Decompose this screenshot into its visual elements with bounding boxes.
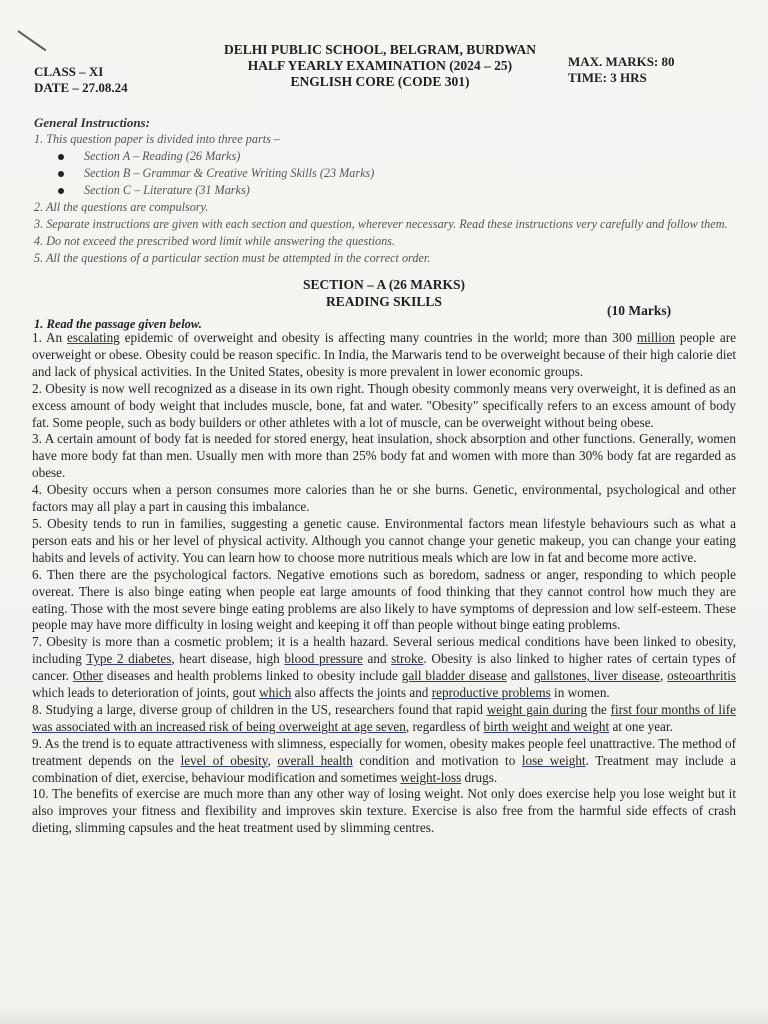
section-subtitle: READING SKILLS (326, 294, 442, 309)
time-allowed: TIME: 3 HRS (568, 70, 647, 85)
underlined-word: stroke (391, 651, 424, 667)
underlined-phrase: level of obesity (180, 752, 268, 768)
section-list (34, 148, 734, 199)
underlined-phrase: birth weight and weight (483, 718, 610, 734)
underlined-phrase: Type 2 diabetes (86, 651, 172, 667)
subject-name: ENGLISH CORE (CODE 301) (290, 74, 470, 89)
section-list-item: Section A – Reading (26 Marks) (84, 148, 734, 165)
instruction-3: 3. Separate instructions are given with each section and question, wherever necessary. Read these instructions very carefully and follow them. (34, 217, 728, 231)
passage-paragraph-8: 8. Studying a large, diverse group of children in the US, researchers found that rapid weight gain during the first four months of life was associated with an increased risk of being overweight at age seven, regardless of birth weight and weight at one year. (32, 701, 736, 734)
max-marks: MAX. MARKS: 80 (568, 54, 675, 69)
underlined-phrase: reproductive problems (431, 685, 551, 701)
underlined-phrase: overall health (277, 752, 353, 768)
passage-paragraph-1: 1. An escalating epidemic of overweight and obesity is affecting many countries in the world; more than 300 million people are overweight or obese. Obesity could be reason specific. In India, the Marwaris tend to be overweight because of their high calorie diet and lack of physical activities. In the United States, obesity is more prevalent in lower economic groups. (32, 330, 737, 379)
section-list-item: Section B – Grammar & Creative Writing Skills (23 Marks) (84, 165, 734, 182)
instruction-5: 5. All the questions of a particular section must be attempted in the correct order. (34, 251, 431, 265)
header-center-block (180, 42, 580, 90)
underlined-word: weight-loss (400, 769, 462, 785)
question-title: 1. Read the passage given below. (34, 317, 202, 331)
instruction-2: 2. All the questions are compulsory. (34, 200, 209, 214)
exam-header (0, 42, 768, 102)
underlined-phrase: first four months of life was associated with an increased risk of being overweight at age seven (32, 701, 736, 734)
section-title: SECTION – A (26 MARKS) (302, 277, 466, 292)
passage-paragraph-3: 3. A certain amount of body fat is needed for stored energy, heat insulation, shock absorption and other functions. Generally, women have more body fat than men. Usually men with more than 25% body fat and women with more than 30% body fat are regarded as obese. (32, 431, 736, 481)
passage-paragraph-4: 4. Obesity occurs when a person consumes more calories than he or she burns. Genetic, environmental, psychological and other factors may all play a part in causing this imbalance. (32, 482, 736, 515)
school-name: DELHI PUBLIC SCHOOL, BELGRAM, BURDWAN (223, 42, 537, 57)
header-left-block (34, 64, 128, 96)
header-right-block (568, 54, 675, 86)
underlined-phrase: weight gain during (486, 701, 588, 717)
passage-paragraph-5: 5. Obesity tends to run in families, suggesting a genetic cause. Environmental factors mean lifestyle behaviours such as what a person eats and his or her level of physical activity. Although you cannot change your genetic makeup, you can change your eating habits and levels of activity. You can learn how to choose more nutritious meals which are low in fat and become more active. (32, 515, 736, 565)
date-label: DATE – 27.08.24 (34, 80, 128, 95)
exam-name: HALF YEARLY EXAMINATION (2024 – 25) (247, 58, 513, 73)
underlined-phrase: gall bladder disease (401, 668, 507, 684)
underlined-phrase: lose weight (521, 752, 586, 768)
passage-paragraph-10: 10. The benefits of exercise are much more than any other way of losing weight. Not only does exercise help you lose weight but it also improves your fitness and flexibility and improves skin texture. Exercise is also free from the harmful side effects of crash dieting, slimming capsules and the heat treatment used by slimming centres. (32, 786, 736, 836)
underlined-word: million (636, 330, 676, 345)
passage-paragraph-2: 2. Obesity is now well recognized as a disease in its own right. Though obesity commonly means very overweight, it is defined as an excess amount of body weight that includes muscle, bone, fat and water. "Obesity" specifically refers to an excess amount of body fat. Some people, such as body builders or other athletes with a lot of muscle, can be overweight without being obese. (32, 380, 736, 430)
passage-paragraph-9: 9. As the trend is to equate attractiveness with slimness, especially for women, obesity makes people feel unattractive. The method of treatment depends on the level of obesity, overall health condition and motivation to lose weight. Treatment may include a combination of diet, exercise, behaviour modification and sometimes weight-loss drugs. (32, 735, 736, 785)
passage-paragraph-7: 7. Obesity is more than a cosmetic problem; it is a health hazard. Several serious medical conditions have been linked to obesity, including Type 2 diabetes, heart disease, high blood pressure and stroke. Obesity is also linked to higher rates of certain types of cancer. Other diseases and health problems linked to obesity include gall bladder disease and gallstones, liver disease, osteoarthritis which leads to deterioration of joints, gout which also affects the joints and reproductive problems in women. (32, 634, 736, 701)
underlined-word: osteoarthritis (667, 668, 736, 684)
instruction-4: 4. Do not exceed the prescribed word limit while answering the questions. (34, 234, 395, 248)
underlined-word: Other (72, 668, 103, 684)
underlined-word: which (259, 685, 292, 701)
reading-passage (32, 330, 736, 837)
instruction-1: 1. This question paper is divided into three parts – (34, 132, 280, 146)
class-label: CLASS – XI (34, 64, 104, 79)
section-list-item: Section C – Literature (31 Marks) (84, 182, 734, 199)
page-bottom-shade (0, 1006, 768, 1024)
underlined-phrase: blood pressure (284, 651, 363, 667)
instructions-title: General Instructions: (34, 115, 150, 130)
underlined-word: escalating (67, 330, 120, 345)
question-marks: (10 Marks) (607, 303, 672, 318)
passage-paragraph-6: 6. Then there are the psychological factors. Negative emotions such as boredom, sadness or anger, responding to which people overeat. There is also binge eating when people eat large amounts of food thinking that they cannot control how much they are eating. Those with the most severe binge eating problems are also likely to have symptoms of depression and low self-esteem. These people may have more difficulty in losing weight and keeping it off than people without binge eating problems. (32, 566, 736, 633)
underlined-phrase: gallstones, liver disease (533, 668, 660, 684)
general-instructions (34, 114, 734, 267)
